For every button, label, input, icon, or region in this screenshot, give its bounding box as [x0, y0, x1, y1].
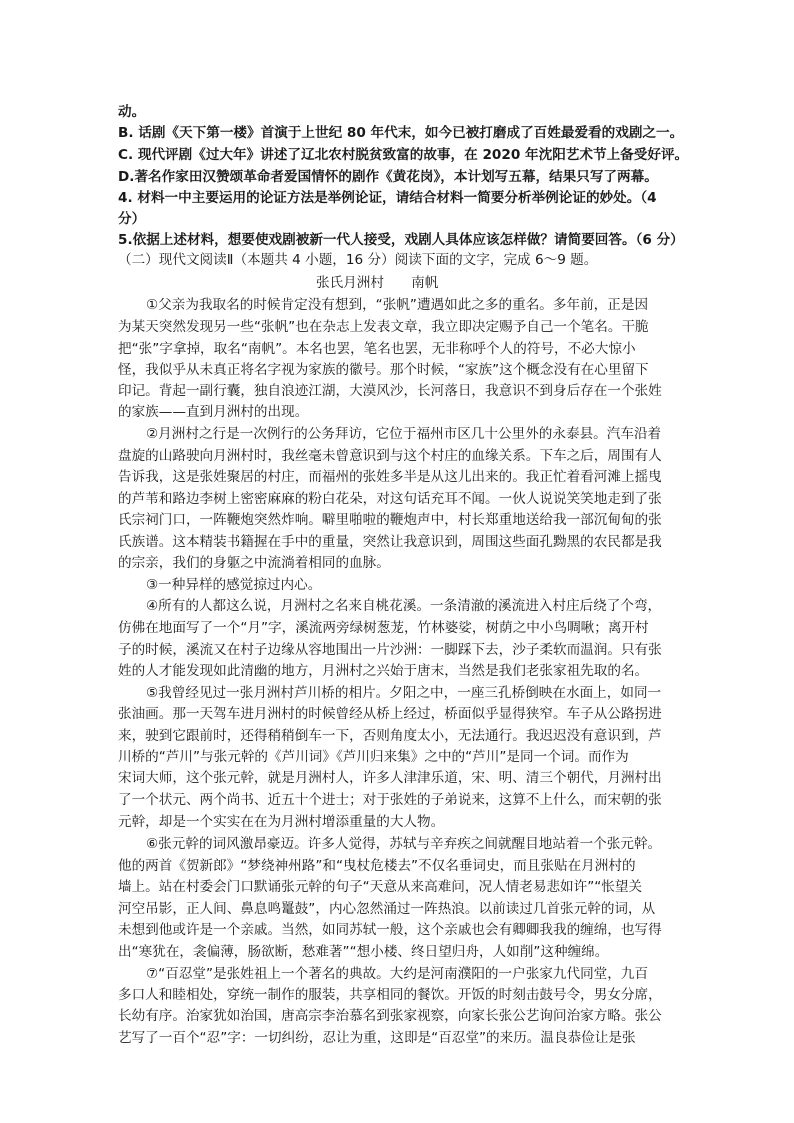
text-line: 把“张”字拿掉，取名“南帆”。本名也罢，笔名也罢，无非称呼个人的符号，不必大惊小 [118, 341, 636, 357]
paragraph-start-line: ⑤我曾经见过一张月洲村芦川桥的相片。夕阳之中，一座三孔桥倒映在水面上，如同一 [146, 685, 662, 701]
text-line: 未想到他或许是一个亲戚。当然，如同苏轼一般，这个亲戚也会有卿卿我我的缠绵，也写得 [118, 922, 662, 938]
paragraph-start-line: ④所有的人都这么说，月洲村之名来自桃花溪。一条清澈的溪流进入村庄后绕了个弯， [146, 598, 662, 614]
text-line: 河空吊影，正人间、鼻息鸣鼍鼓”，内心忽然涌过一阵热浪。以前读过几首张元幹的词，从 [118, 901, 656, 917]
text-line: 氏族谱。这本精装书籍握在手中的重量，突然让我意识到，周围这些面孔黝黑的农民都是我 [118, 534, 662, 550]
text-line: 长幼有序。治家犹如治国，唐高宗李治慕名到张家视察，向家长张公艺询问治家方略。张公 [118, 1008, 662, 1024]
article-title: 张氏月洲村 南帆 [316, 275, 439, 291]
text-line: 出“寒犹在，衾偏薄，肠欲断，愁难著”“想小楼、终日望归舟，人如削”这种缠绵。 [118, 944, 609, 960]
text-line: B. 话剧《天下第一楼》首演于上世纪 80 年代末，如今已被打磨成了百姓最爱看的戏剧之一。 [118, 125, 684, 141]
text-line: 为某天突然发现另一些“张帆”也在杂志上发表文章，我立即决定赐予自己一个笔名。干脆 [118, 319, 649, 335]
text-line: 张油画。那一天驾车进月洲村的时候曾经从桥上经过，桥面似乎显得狭窄。车子从公路拐进 [118, 706, 662, 722]
paragraph-start-line: ⑦“百忍堂”是张姓祖上一个著名的典故。大约是河南濮阳的一户张家九代同堂，九百 [146, 966, 649, 982]
text-line: 的芦苇和路边李树上密密麻麻的粉白花朵，对这句话充耳不闻。一伙人说说笑笑地走到了张 [118, 491, 662, 507]
text-line: 了一个状元、两个尚书、近五十个进士；对于张姓的子弟说来，这算不上什么，而宋朝的张 [118, 792, 662, 808]
text-line: 他的两首《贺新郎》“梦绕神州路”和“曳杖危楼去”不仅名垂词史，而且张贴在月洲村的 [118, 858, 636, 874]
text-line: 元幹，却是一个实实在在为月洲村增添重量的大人物。 [118, 814, 445, 830]
text-line: 多口人和睦相处，穿统一制作的服装，共享相同的餐饮。开饭的时刻击鼓号令，男女分席， [118, 987, 662, 1003]
text-line: 印记。背起一副行囊，独自浪迹江湖，大漠风沙，长河落日，我意识不到身后存在一个张姓 [118, 383, 662, 399]
paragraph-start-line: ①父亲为我取名的时候肯定没有想到，“张帆”遭遇如此之多的重名。多年前，正是因 [146, 297, 649, 313]
text-line: 宋词大师，这个张元幹，就是月洲村人，许多人津津乐道，宋、明、清三个朝代，月洲村出 [118, 770, 662, 786]
text-line: 墙上。站在村委会门口默诵张元幹的句子“天意从来高难问，况人情老易悲如许”“怅望关 [118, 879, 643, 895]
text-line: 子的时候，溪流又在村子边缘从容地围出一片沙洲：一脚踩下去，沙子柔软而温润。只有张 [118, 642, 662, 658]
text-line: 盘旋的山路驶向月洲村时，我丝毫未曾意识到与这个村庄的血缘关系。下车之后，周围有人 [118, 448, 662, 464]
text-line: 4. 材料一中主要运用的论证方法是举例论证，请结合材料一简要分析举例论证的妙处。（4 [118, 190, 657, 206]
text-line: 艺写了一百个“忍”字：一切纠纷，忍让为重，这即是“百忍堂”的来历。温良恭俭让是张 [118, 1030, 636, 1046]
text-line: C. 现代评剧《过大年》讲述了辽北农村脱贫致富的故事，在 2020 年沈阳艺术节上备受好评。 [118, 147, 689, 163]
text-line: 姓的人才能发现如此清幽的地方，月洲村之兴始于唐末，当然是我们老张家祖先取的名。 [118, 663, 649, 679]
text-line: 川桥的“芦川”与张元幹的《芦川词》《芦川归来集》之中的“芦川”是同一个词。而作为 [118, 749, 629, 765]
text-line: 仿佛在地面写了一个“月”字，溪流两旁绿树葱茏，竹林婆娑，树荫之中小鸟啁啾；离开村 [118, 620, 649, 636]
text-line: 氏宗祠门口，一阵鞭炮突然炸响。噼里啪啦的鞭炮声中，村长郑重地送给我一部沉甸甸的张 [118, 512, 662, 528]
text-line: 分） [118, 211, 146, 227]
text-line: 5.依据上述材料，想要使戏剧被新一代人接受，戏剧人具体应该怎样做？请简要回答。（6 分） [118, 232, 684, 248]
paragraph-start-line: ③一种异样的感觉掠过内心。 [146, 577, 322, 593]
text-line: 的宗亲，我们的身躯之中流淌着相同的血脉。 [118, 555, 390, 571]
text-line: 怪，我似乎从未真正将名字视为家族的徽号。那个时候，“家族”这个概念没有在心里留下 [118, 362, 649, 378]
text-line: 来，驶到它跟前时，还得稍稍倒车一下，否则角度太小，无法通行。我迟迟没有意识到，芦 [118, 728, 662, 744]
text-line: 告诉我，这是张姓聚居的村庄，而福州的张姓多半是从这儿出来的。我正忙着看河滩上摇曳 [118, 469, 662, 485]
text-line: 动。 [118, 104, 146, 120]
text-line: 的家族——直到月洲村的出现。 [118, 404, 309, 420]
text-line: D.著名作家田汉赞颂革命者爱国情怀的剧作《黄花岗》，本计划写五幕，结果只写了两幕。 [118, 169, 658, 185]
paragraph-start-line: ⑥张元幹的词风激昂豪迈。许多人觉得，苏轼与辛弃疾之间就醒目地站着一个张元幹。 [146, 836, 662, 852]
paragraph-start-line: ②月洲村之行是一次例行的公务拜访，它位于福州市区几十公里外的永泰县。汽车沿着 [146, 426, 662, 442]
text-line: （二）现代文阅读Ⅱ（本题共 4 小题，16 分）阅读下面的文字，完成 6～9 题。 [118, 252, 598, 268]
